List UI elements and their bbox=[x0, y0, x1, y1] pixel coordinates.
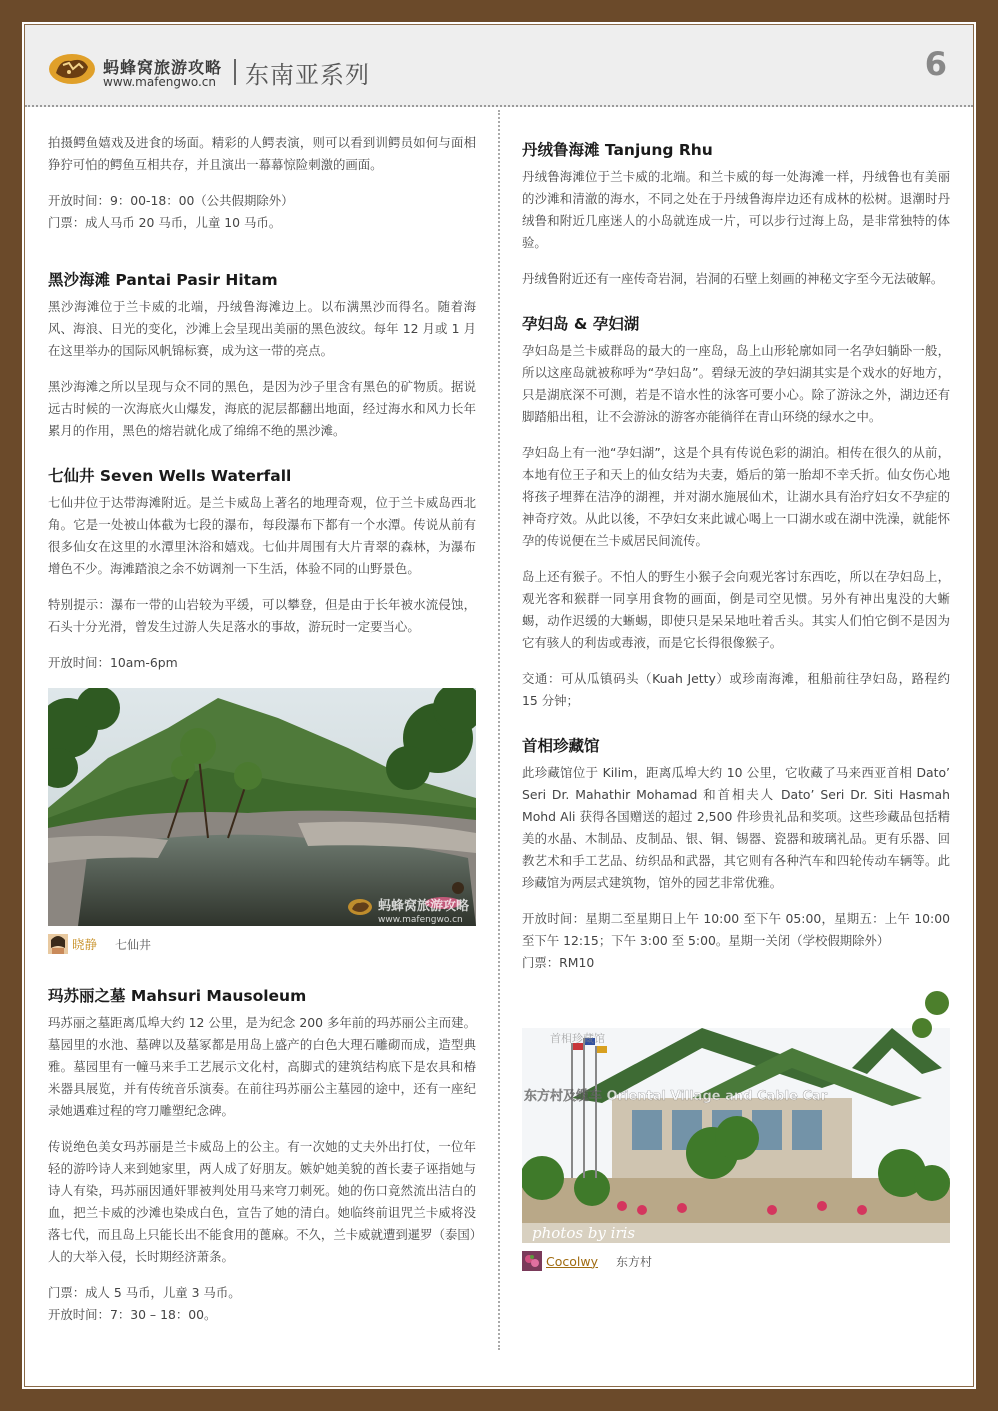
section-tanjung-rhu bbox=[522, 138, 950, 290]
paragraph: 孕妇岛上有一池“孕妇湖”，这是个具有传说色彩的湖泊。相传在很久的从前，本地有位王子和天上的仙女结为夫妻，婚后的第一胎却不幸夭折。仙女伤心地将孩子埋葬在洁净的湖裡，并对湖水施展仙术，让湖水具有治疗妇女不孕症的神奇疗效。从此以後，不孕妇女来此诚心喝上一口湖水或在湖中洗澡，就能怀孕的传说便在兰卡威居民间流传。 bbox=[522, 445, 950, 548]
logo-text: 蚂蜂窝旅游攻略 bbox=[103, 58, 223, 77]
caption-text: 东方村 bbox=[616, 1254, 653, 1269]
opening-hours: 开放时间：10am-6pm bbox=[48, 655, 178, 670]
photo-watermark-url: www.mafengwo.cn bbox=[378, 915, 463, 925]
section-title: 首相珍藏馆 bbox=[522, 737, 600, 755]
right-column bbox=[522, 138, 950, 1271]
page-header bbox=[25, 25, 973, 107]
user-avatar-icon[interactable] bbox=[522, 1251, 542, 1271]
tickets: 门票：RM10 bbox=[522, 955, 595, 970]
opening-hours: 开放时间：星期二至星期日上午 10:00 至下午 05:00，星期五：上午 10:00 至下午 12:15；下午 3:00 至 5:00。星期一关闭（学校假期除外） bbox=[522, 911, 950, 948]
left-column bbox=[48, 132, 476, 1326]
paragraph: 七仙井位于达带海滩附近。是兰卡威岛上著名的地理奇观，位于兰卡威岛西北角。它是一处被山体截为七段的瀑布，每段瀑布下都有一个水潭。传说从前有很多仙女在这里的水潭里沐浴和嬉戏。七仙井周围有大片青翠的森林，为瀑布增色不少。海滩踏浪之余不妨调剂一下生活，体验不同的山野景色。 bbox=[48, 495, 476, 576]
user-avatar-icon[interactable] bbox=[48, 934, 68, 954]
crocodile-intro: 拍摄鳄鱼嬉戏及进食的场面。精彩的人鳄表演，则可以看到训鳄员如何与面相狰狞可怕的鳄鱼互相共存，并且演出一幕幕惊险刺激的画面。 bbox=[48, 135, 476, 172]
paragraph: 孕妇岛是兰卡威群岛的最大的一座岛，岛上山形轮廓如同一名孕妇躺卧一般，所以这座岛就被称呼为“孕妇岛”。碧绿无波的孕妇湖其实是个戏水的好地方，只是湖底深不可测，若是不谙水性的泳客可要小心。除了游泳之外，湖边还有脚踏船出租，让不会游泳的游客亦能徜徉在青山环绕的绿水之中。 bbox=[522, 343, 950, 424]
photo-overlay-title: 东方村及缆车 Oriental Village and Cable Car bbox=[524, 1089, 828, 1104]
paragraph: 传说绝色美女玛苏丽是兰卡威岛上的公主。有一次她的丈夫外出打仗，一位年轻的游吟诗人来到她家里，两人成了好朋友。嫉妒她美貌的酋长妻子诬指她与诗人有染，玛苏丽因通奸罪被判处用马来穹刀刺死。她的伤口竟然流出洁白的血，把兰卡威的沙滩也染成白色，宣告了她的清白。她临终前诅咒兰卡威将没落七代，而且岛上只能长出不能食用的蓖麻。不久，兰卡威就遭到暹罗（泰国）人的大举入侵，长时期经济萧条。 bbox=[48, 1139, 476, 1264]
paragraph: 此珍藏馆位于 Kilim，距离瓜埠大约 10 公里，它收藏了马来西亚首相 Dato’ Seri Dr. Mahathir Mohamad 和首相夫人 Dato’ Seri Dr. Siti Hasmah Mohd Ali 获得各国赠送的超过 2,500 件珍贵礼品和奖项。这些珍藏品包括精美的水晶、木制品、皮制品、银、铜、锡器、瓷器和玻璃礼品。更有乐器、回教艺术和手工艺品、纺织品和武器，其它则有各种汽车和四轮传动车辆等。此珍藏馆为两层式建筑物，馆外的园艺非常优雅。 bbox=[522, 765, 950, 890]
paragraph: 丹绒鲁海滩位于兰卡威的北端。和兰卡威的每一处海滩一样，丹绒鲁也有美丽的沙滩和清澈的海水，不同之处在于丹绒鲁海岸边还有成林的松树。退潮时丹绒鲁和附近几座迷人的小岛就连成一片，可以步行过海上岛，是非常独特的体验。 bbox=[522, 169, 950, 250]
mahsuri-hours: 开放时间：7：30 – 18：00。 bbox=[48, 1307, 217, 1322]
page-number: 6 bbox=[924, 45, 947, 83]
section-title: 孕妇岛 & 孕妇湖 bbox=[522, 315, 640, 333]
logo-url[interactable]: www.mafengwo.cn bbox=[103, 75, 216, 89]
crocodile-hours: 开放时间：9：00-18：00（公共假期除外） bbox=[48, 193, 294, 208]
oriental-village-image bbox=[522, 988, 950, 1243]
paragraph: 玛苏丽之墓距离瓜埠大约 12 公里，是为纪念 200 多年前的玛苏丽公主而建。墓园里的水池、墓碑以及墓冢都是用岛上盛产的白色大理石雕砌而成，造型典雅。墓园里有一幢马来手工艺展示文化村，高脚式的建筑结构底下是农具和椿米器具展览，并有传统音乐演奏。在前往玛苏丽公主墓园的途中，还有一座纪录她遇难过程的穹刀雕塑纪念碑。 bbox=[48, 1015, 476, 1118]
series-title: 东南亚系列 bbox=[245, 61, 370, 89]
caption-username[interactable]: 晓静 bbox=[72, 937, 98, 952]
paragraph: 丹绒鲁附近还有一座传奇岩洞，岩洞的石壁上刻画的神秘文字至今无法破解。 bbox=[522, 271, 944, 286]
paragraph: 黑沙海滩之所以呈现与众不同的黑色，是因为沙子里含有黑色的矿物质。据说远古时候的一次海底火山爆发，海底的泥层都翻出地面，经过海水和风力长年累月的作用，黑色的熔岩就化成了绵绵不绝的黑沙滩。 bbox=[48, 379, 476, 438]
section-seven-wells bbox=[48, 464, 476, 674]
column-divider bbox=[498, 110, 500, 1350]
section-title: 七仙井 Seven Wells Waterfall bbox=[48, 467, 292, 485]
section-pregnant-maiden bbox=[522, 312, 950, 712]
paragraph: 岛上还有猴子。不怕人的野生小猴子会向观光客讨东西吃，所以在孕妇岛上，观光客和猴群一同享用食物的画面，倒是司空见惯。另外有神出鬼没的大蜥蜴，动作迟缓的大蜥蜴，即使只是呆呆地吐着舌头。其实人们怕它倒不是因为它有骇人的利齿或毒液，而是它长得很像猴子。 bbox=[522, 569, 950, 650]
photo-caption bbox=[48, 934, 476, 954]
mahsuri-tickets: 门票：成人 5 马币，儿童 3 马币。 bbox=[48, 1285, 241, 1300]
photo-watermark: 蚂蜂窝旅游攻略 bbox=[378, 899, 470, 914]
section-title: 玛苏丽之墓 Mahsuri Mausoleum bbox=[48, 987, 307, 1005]
seven-wells-photo bbox=[48, 688, 476, 926]
crocodile-tickets: 门票：成人马币 20 马币，儿童 10 马币。 bbox=[48, 215, 282, 230]
waterfall-landscape-image bbox=[48, 688, 476, 926]
watermark-logo-icon bbox=[348, 899, 372, 915]
section-mahsuri bbox=[48, 984, 476, 1326]
photo-sign-text: 首相珍藏馆 bbox=[550, 1032, 605, 1045]
photo-caption bbox=[522, 1251, 950, 1271]
caption-username[interactable]: Cocolwy bbox=[546, 1253, 598, 1269]
caption-text: 七仙井 bbox=[115, 937, 152, 952]
section-title: 丹绒鲁海滩 Tanjung Rhu bbox=[522, 141, 713, 159]
section-title: 黑沙海滩 Pantai Pasir Hitam bbox=[48, 271, 278, 289]
transport-info: 交通：可从瓜镇码头（Kuah Jetty）或珍南海滩，租船前往孕妇岛，路程约 15 分钟； bbox=[522, 671, 950, 708]
section-black-sand bbox=[48, 268, 476, 442]
paragraph: 黑沙海滩位于兰卡威的北端，丹绒鲁海滩边上。以布满黑沙而得名。随着海风、海浪、日光的变化，沙滩上会呈现出美丽的黑色波纹。每年 12 月或 1 月在这里举办的国际风帆锦标赛，成为这一带的亮点。 bbox=[48, 299, 476, 358]
header-separator bbox=[234, 59, 236, 85]
oriental-village-photo bbox=[522, 988, 950, 1243]
special-tip: 特别提示：瀑布一带的山岩较为平缓，可以攀登，但是由于长年被水流侵蚀，石头十分光滑，曾发生过游人失足落水的事故，游玩时一定要当心。 bbox=[48, 597, 476, 634]
mafengwo-logo-icon bbox=[47, 51, 97, 85]
photo-credit: photos by iris bbox=[532, 1224, 636, 1242]
section-pm-gallery bbox=[522, 734, 950, 974]
